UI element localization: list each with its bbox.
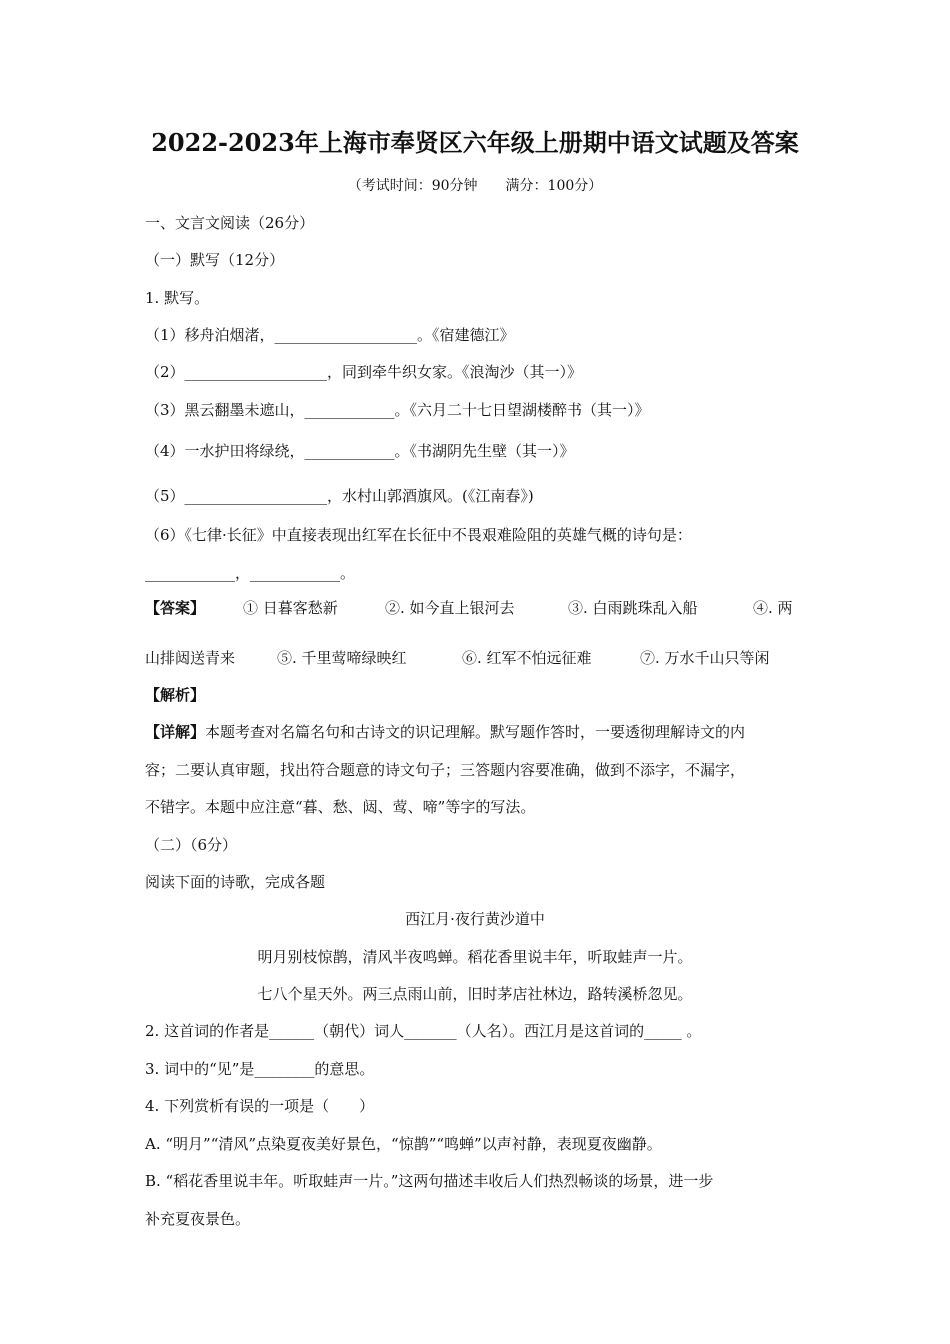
- answer-item: ⑥. 红军不怕远征难: [462, 649, 592, 667]
- answer-item: ⑤. 千里莺啼绿映红: [277, 649, 407, 667]
- option-a: A. “明月”“清风”点染夏夜美好景色，“惊鹊”“鸣蝉”以声衬静，表现夏夜幽静。: [145, 1135, 662, 1153]
- question-3: 3. 词中的“见”是________的意思。: [145, 1060, 375, 1078]
- section-heading: 一、文言文阅读（26分）: [145, 214, 315, 232]
- fill-item-6: （6）《七律·长征》中直接表现出红军在长征中不畏艰难险阻的英雄气概的诗句是：: [145, 526, 692, 544]
- fill-item-2: （2）___________________，同到牵牛织女家。《浪淘沙（其一）》: [145, 363, 583, 381]
- answer-item: ②. 如今直上银河去: [385, 599, 515, 617]
- question-1: 1. 默写。: [145, 289, 210, 307]
- answer-item: ① 日暮客愁新: [243, 599, 338, 617]
- question-2: 2. 这首词的作者是______（朝代）词人_______（人名）。西江月是这首词的_____ 。: [145, 1022, 702, 1040]
- analysis-label: 【解析】: [145, 686, 206, 704]
- detail-label: 【详解】: [145, 723, 206, 741]
- fill-item-6-blanks: ____________，____________。: [145, 564, 356, 582]
- answer-item: ④. 两: [753, 599, 793, 617]
- subsection-heading: （二）（6分）: [145, 836, 238, 854]
- poem-line-1: 明月别枝惊鹊，清风半夜鸣蝉。稻花香里说丰年，听取蛙声一片。: [257, 948, 693, 966]
- subsection-heading: （一）默写（12分）: [145, 251, 285, 269]
- question-4: 4. 下列赏析有误的一项是（ ）: [145, 1097, 375, 1115]
- detail-line-2: 容；二要认真审题，找出符合题意的诗文句子；三答题内容要准确，做到不添字，不漏字，: [145, 761, 746, 779]
- answer-line-1: [145, 598, 805, 620]
- answer-line-2: [145, 648, 805, 670]
- fill-item-3: （3）黑云翻墨未遮山，____________。《六月二十七日望湖楼醉书（其一）》: [145, 401, 650, 419]
- answer-label: 【答案】: [145, 599, 206, 617]
- answer-item: ⑦. 万水千山只等闲: [640, 649, 770, 667]
- poem-line-2: 七八个星天外。两三点雨山前，旧时茅店社林边，路转溪桥忽见。: [257, 985, 693, 1003]
- fill-item-5: （5）___________________，水村山郭酒旗风。(《江南春》): [145, 487, 534, 505]
- detail-text: 本题考查对名篇名句和古诗文的识记理解。默写题作答时，一要透彻理解诗文的内: [205, 723, 746, 741]
- fill-item-4: （4）一水护田将绿绕，____________。《书湖阴先生壁（其一）》: [145, 442, 575, 460]
- detail-line-1: [145, 722, 745, 742]
- reading-instruction: 阅读下面的诗歌，完成各题: [145, 873, 326, 891]
- fill-item-1: （1）移舟泊烟渚，___________________。《宿建德江》: [145, 326, 515, 344]
- answer-item: 山排闼送青来: [145, 649, 236, 667]
- poem-title: 西江月·夜行黄沙道中: [405, 910, 545, 928]
- exam-info: （考试时间：90分钟 满分：100分）: [347, 178, 603, 194]
- option-b-line-1: B. “稻花香里说丰年。听取蛙声一片。”这两句描述丰收后人们热烈畅谈的场景，进一步: [145, 1172, 714, 1190]
- detail-line-3: 不错字。本题中应注意“暮、愁、闼、莺、啼”等字的写法。: [145, 798, 536, 816]
- answer-item: ③. 白雨跳珠乱入船: [568, 599, 698, 617]
- document-title: 2022-2023年上海市奉贤区六年级上册期中语文试题及答案: [151, 128, 799, 157]
- option-b-line-2: 补充夏夜景色。: [145, 1210, 251, 1228]
